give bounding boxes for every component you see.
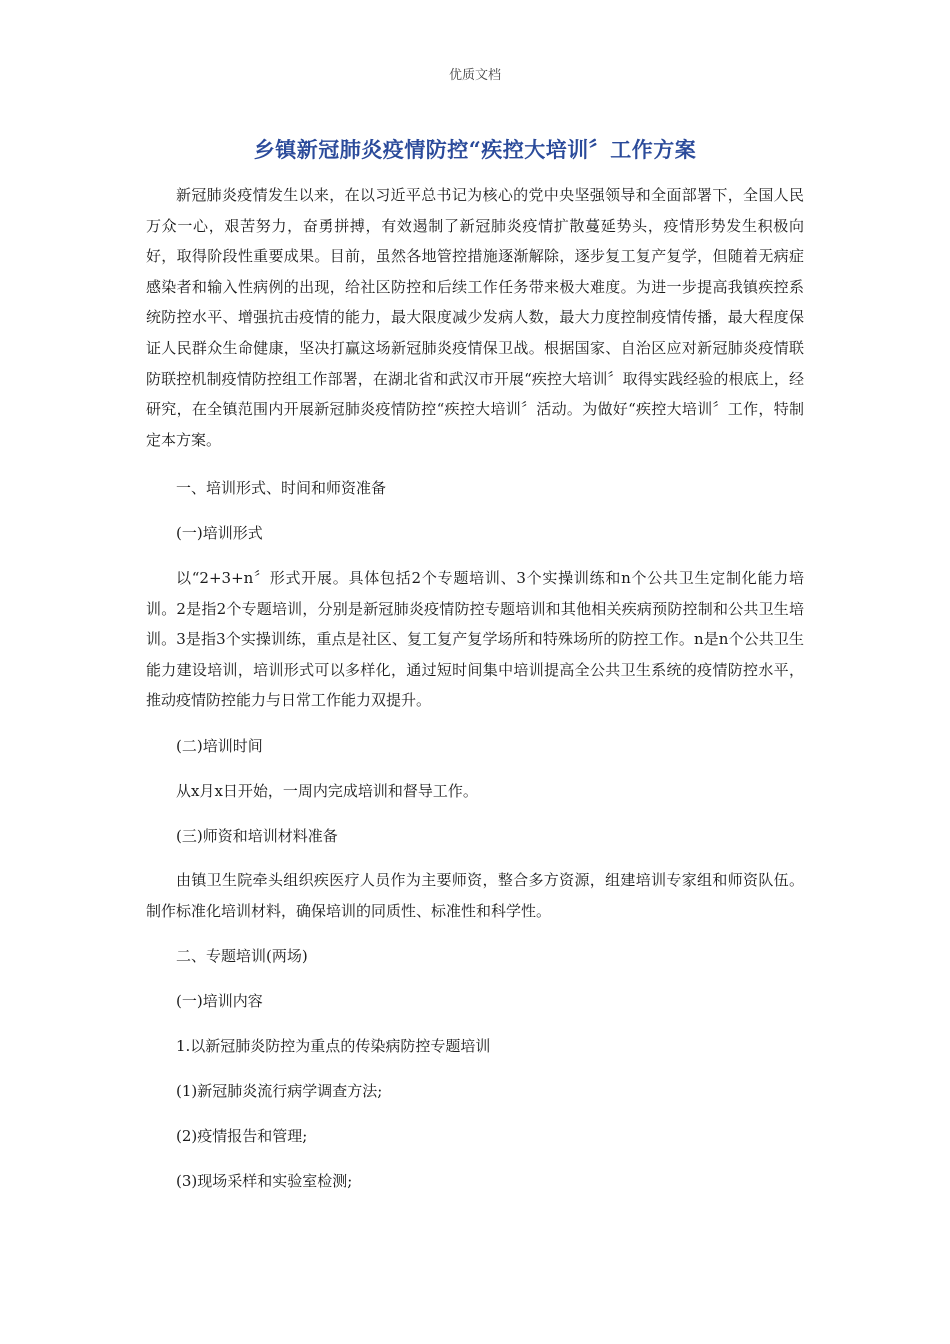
sub-item-3-text: (3)现场采样和实验室检测; (176, 1172, 353, 1190)
form-paragraph (146, 563, 804, 716)
teacher-paragraph (146, 865, 804, 926)
time-text: 从x月x日开始，一周内完成培训和督导工作。 (176, 782, 478, 800)
time-paragraph (146, 776, 804, 807)
sub-item-2 (146, 1121, 804, 1152)
subsection-1-3-title: (三)师资和培训材料准备 (176, 827, 338, 845)
section-1-title: 一、培训形式、时间和师资准备 (176, 479, 387, 497)
section-heading-2 (146, 941, 804, 972)
sub-item-1-text: (1)新冠肺炎流行病学调查方法; (176, 1082, 383, 1100)
item-1 (146, 1031, 804, 1062)
item-1-text: 1.以新冠肺炎防控为重点的传染病防控专题培训 (176, 1037, 491, 1055)
subsection-2-1-title: (一)培训内容 (176, 992, 263, 1010)
sub-item-3 (146, 1166, 804, 1197)
subsection-heading-1-2 (146, 731, 804, 762)
subsection-heading-2-1 (146, 986, 804, 1017)
subsection-1-1-title: (一)培训形式 (176, 524, 263, 542)
intro-text: 新冠肺炎疫情发生以来，在以习近平总书记为核心的党中央坚强领导和全面部署下，全国人民万众一心，艰苦努力，奋勇拼搏，有效遏制了新冠肺炎疫情扩散蔓延势头，疫情形势发生积极向好，取得阶段性重要成果。目前，虽然各地管控措施逐渐解除，逐步复工复产复学，但随着无病症感染者和输入性病例的出现，给社区防控和后续工作任务带来极大难度。为进一步提高我镇疾控系统防控水平、增强抗击疫情的能力，最大限度减少发病人数，最大力度控制疫情传播，最大程度保证人民群众生命健康，坚决打赢这场新冠肺炎疫情保卫战。根据国家、自治区应对新冠肺炎疫情联防联控机制疫情防控组工作部署，在湖北省和武汉市开展“疾控大培训〞取得实践经验的根底上，经研究，在全镇范围内开展新冠肺炎疫情防控“疾控大培训〞活动。为做好“疾控大培训〞工作，特制定本方案。 (146, 186, 804, 449)
form-text: 以“2+3+n〞形式开展。具体包括2个专题培训、3个实操训练和n个公共卫生定制化能力培训。2是指2个专题培训，分别是新冠肺炎疫情防控专题培训和其他相关疾病预防控制和公共卫生培训。3是指3个实操训练，重点是社区、复工复产复学场所和特殊场所的防控工作。n是n个公共卫生能力建设培训，培训形式可以多样化，通过短时间集中培训提高全公共卫生系统的疫情防控水平，推动疫情防控能力与日常工作能力双提升。 (146, 569, 804, 710)
sub-item-1 (146, 1076, 804, 1107)
teacher-text: 由镇卫生院牵头组织疾医疗人员作为主要师资，整合多方资源，组建培训专家组和师资队伍。制作标准化培训材料，确保培训的同质性、标准性和科学性。 (146, 871, 804, 920)
subsection-heading-1-1 (146, 518, 804, 549)
section-2-title: 二、专题培训(两场) (176, 947, 308, 965)
subsection-heading-1-3 (146, 821, 804, 852)
section-heading-1 (146, 473, 804, 504)
sub-item-2-text: (2)疫情报告和管理; (176, 1127, 308, 1145)
subsection-1-2-title: (二)培训时间 (176, 737, 263, 755)
page-header: 优质文档 (448, 68, 501, 83)
document-title: 乡镇新冠肺炎疫情防控“疾控大培训〞工作方案 (253, 137, 697, 162)
intro-paragraph (146, 180, 804, 455)
